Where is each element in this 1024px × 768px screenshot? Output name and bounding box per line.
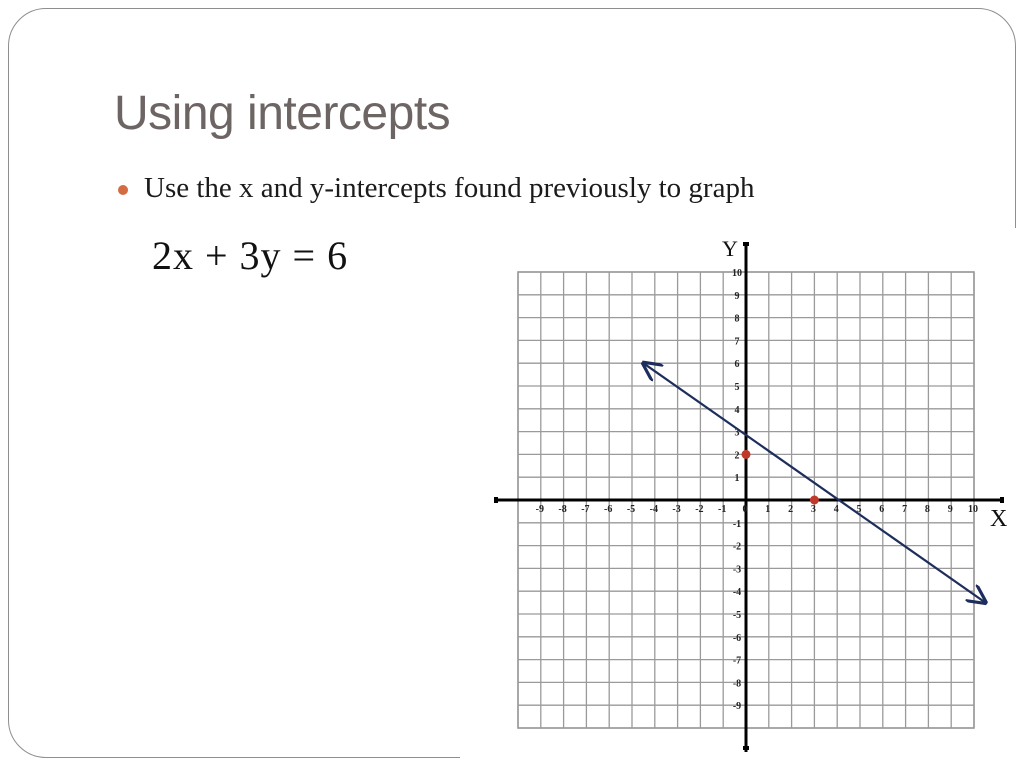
x-tick-label: 2 [788,504,794,515]
x-tick-label: -6 [604,504,613,515]
x-tick-label: -9 [535,504,544,515]
y-tick-label: -4 [732,587,742,599]
y-tick-label: 7 [734,336,740,348]
intercept-point [742,450,751,459]
y-tick-label: 5 [734,382,740,393]
y-tick-label: 8 [734,313,740,325]
slide-title: Using intercepts [114,87,451,140]
y-tick-label: -9 [732,701,742,713]
bullet-text: Use the x and y-intercepts found previously to graph [144,172,755,204]
y-tick-label: -2 [732,541,742,553]
y-axis-label: Y [722,236,738,261]
y-tick-label: -5 [732,610,742,621]
x-tick-label: 10 [968,504,978,515]
bullet-dot-icon [118,185,128,195]
x-tick-label: 5 [856,504,862,515]
y-tick-label: -3 [732,564,742,576]
equation [152,232,348,279]
y-tick-label: 9 [734,290,740,302]
coordinate-graph [494,236,1014,756]
x-tick-label: 4 [833,504,839,515]
x-tick-label: -7 [581,504,590,515]
y-tick-label: -1 [732,518,742,530]
x-tick-label: -8 [558,504,567,515]
y-tick-label: 10 [732,268,742,279]
x-tick-label: -1 [718,504,727,515]
intercept-point [810,496,819,505]
equation-text: 2x + 3y = 6 [152,233,349,278]
graph-svg [494,236,1014,756]
x-tick-label: -3 [672,504,681,515]
y-tick-label: 3 [734,427,740,439]
x-tick-label: -2 [695,504,704,515]
y-tick-label: 2 [734,450,740,462]
x-axis-label: X [990,506,1008,532]
x-tick-label: 9 [947,504,953,515]
y-tick-label: -6 [732,632,742,644]
x-tick-label: 8 [924,504,930,515]
x-tick-label: 1 [765,504,771,515]
y-tick-label: 1 [734,473,740,485]
x-tick-label: 7 [902,504,908,515]
y-tick-label: -8 [732,678,742,690]
x-tick-label: 0 [742,504,748,515]
x-tick-label: -5 [626,504,636,515]
bullet-item [118,172,754,205]
x-tick-label: 3 [810,504,816,515]
x-tick-label: -4 [649,504,658,515]
y-tick-label: -7 [732,655,742,667]
x-tick-label: 6 [879,504,885,515]
y-tick-label: 6 [734,359,740,371]
y-tick-label: 4 [734,404,740,416]
